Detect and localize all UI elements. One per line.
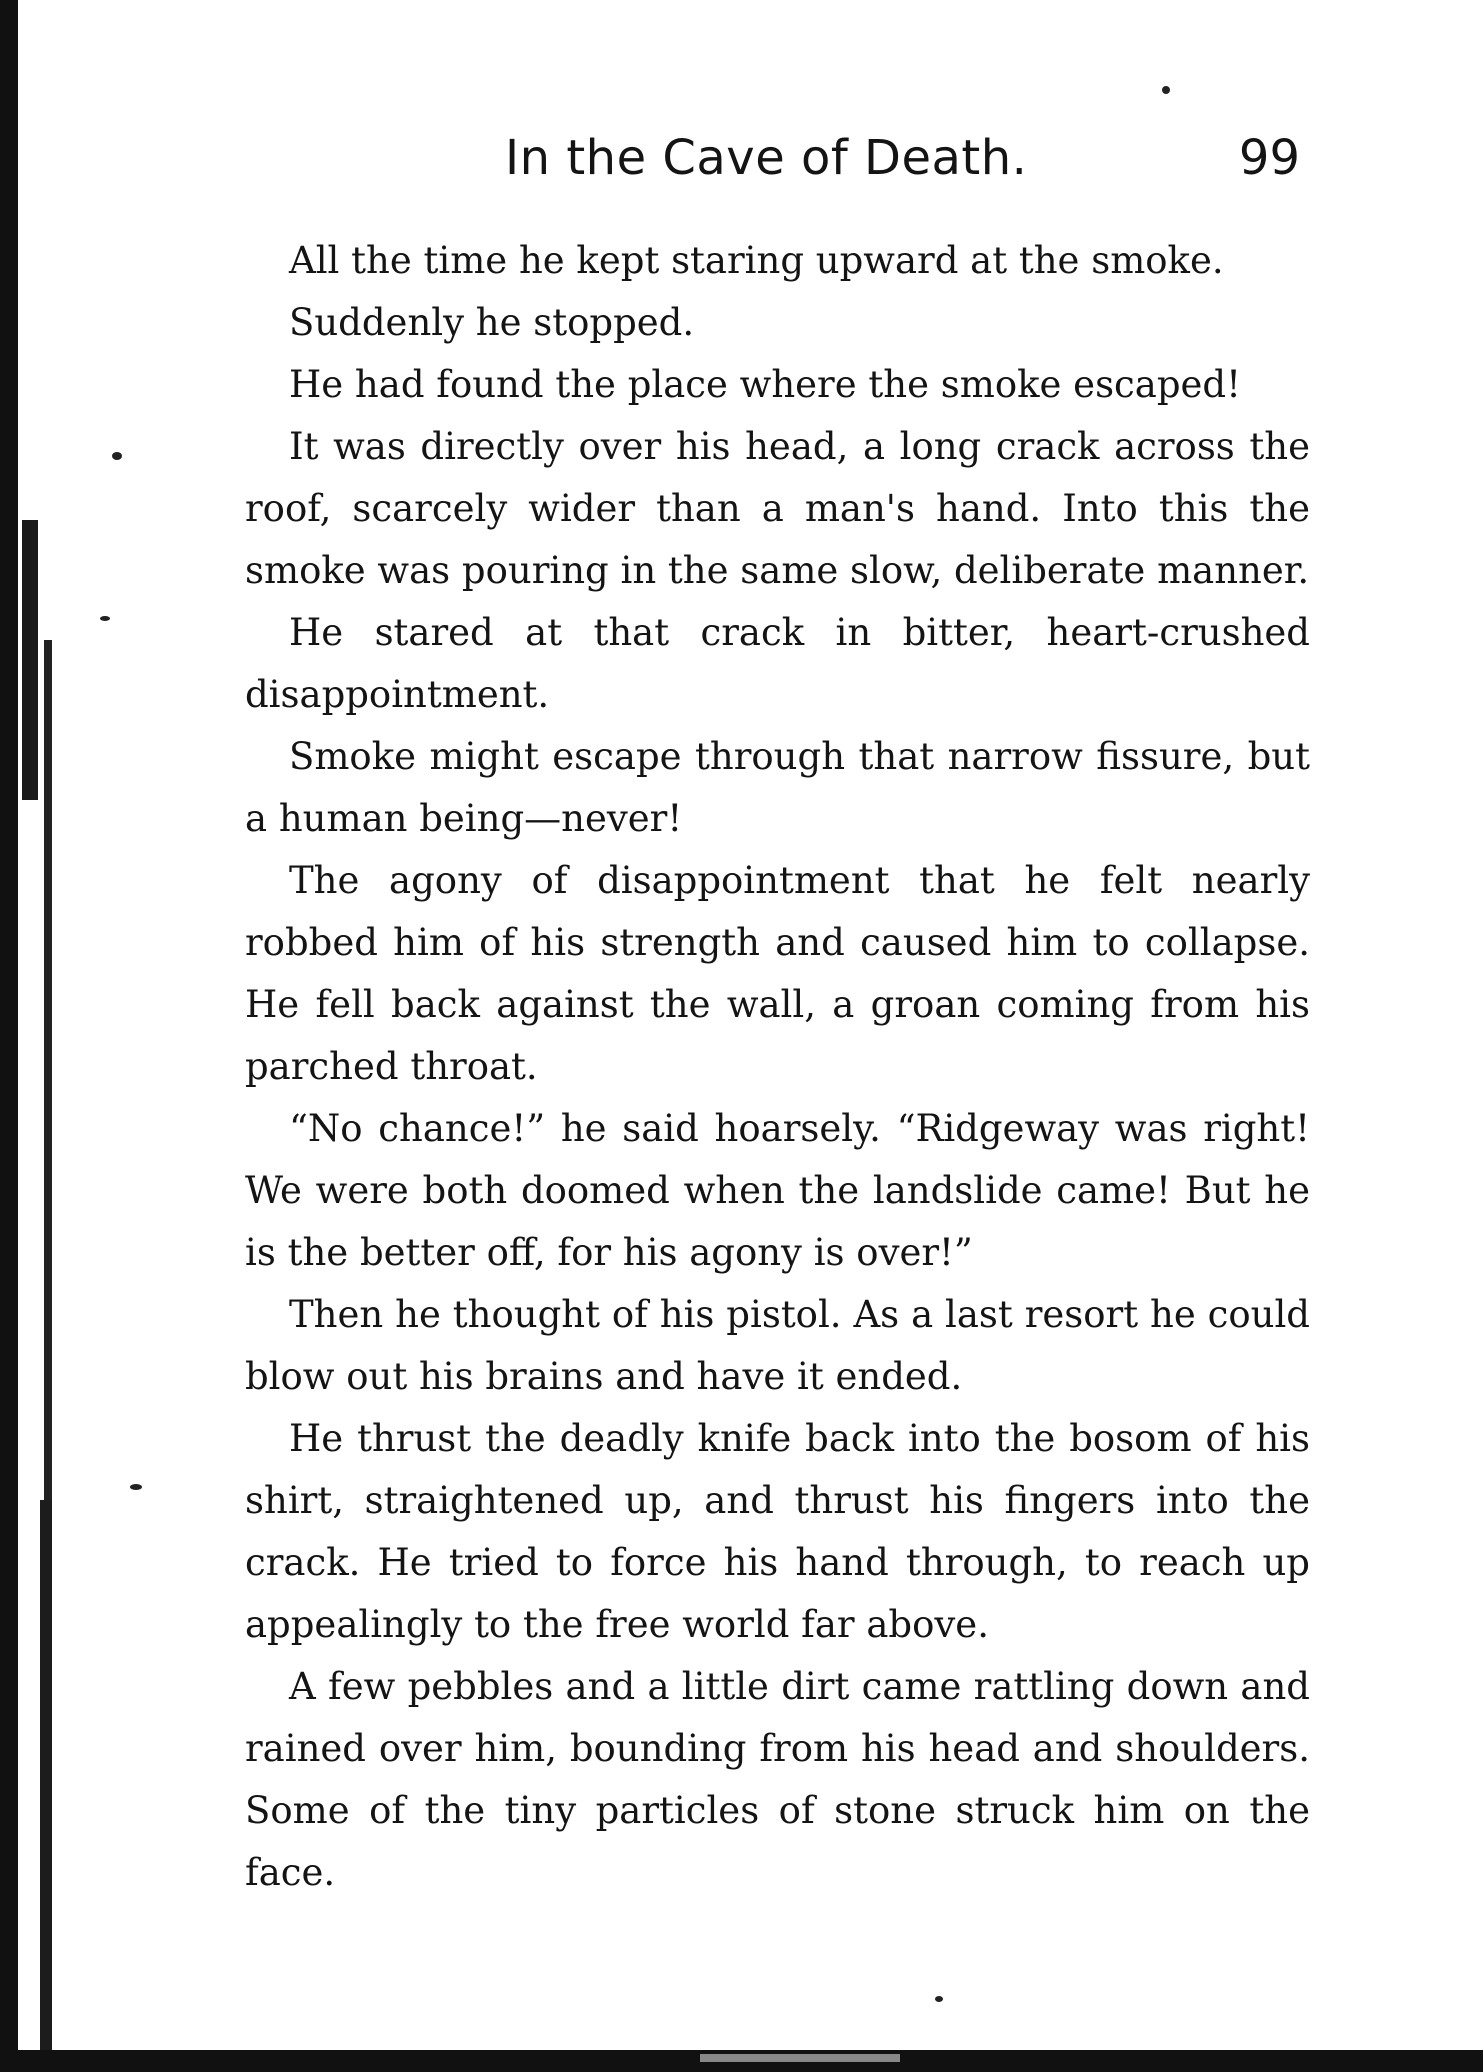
paragraph: “No chance!” he said hoarsely. “Ridgeway was right! We were both doomed when the landslide came! But he is the better off, for his agony is over!” [245, 1107, 1310, 1274]
paragraph: A few pebbles and a little dirt came rattling down and rained over him, bounding from his head and shoulders. Some of the tiny particles of stone struck him on the face. [245, 1665, 1310, 1894]
scan-bottom-highlight [700, 2054, 900, 2062]
scan-speck [100, 616, 110, 621]
page-header [250, 130, 1300, 210]
paragraph: All the time he kept staring upward at the smoke. [289, 239, 1224, 282]
page-number: 99 [1238, 130, 1300, 186]
scan-speck [130, 1484, 142, 1490]
paragraph: It was directly over his head, a long crack across the roof, scarcely wider than a man's hand. Into this the smoke was pouring in the same slow, deliberate manner. [245, 425, 1310, 592]
paragraph: He stared at that crack in bitter, heart-crushed disappointment. [245, 611, 1310, 716]
paragraph: He had found the place where the smoke escaped! [289, 363, 1241, 406]
paragraph: Suddenly he stopped. [289, 301, 695, 344]
scan-speck [112, 452, 122, 460]
scan-speck [1162, 86, 1170, 94]
scan-binding-edge [0, 0, 38, 2072]
running-title: In the Cave of Death. [505, 130, 1028, 186]
binding-shadow-lower [40, 1500, 52, 2060]
binding-shadow-main [0, 0, 18, 2072]
body-text [245, 230, 1310, 1904]
binding-shadow-mid [22, 520, 38, 800]
paragraph: The agony of disappointment that he felt nearly robbed him of his strength and caused him to collapse. He fell back against the wall, a groan coming from his parched throat. [245, 859, 1310, 1088]
scan-bottom-edge [0, 2050, 1483, 2072]
paragraph: He thrust the deadly knife back into the bosom of his shirt, straightened up, and thrust his fingers into the crack. He tried to force his hand through, to reach up appealingly to the free world far above. [245, 1417, 1310, 1646]
paragraph: Then he thought of his pistol. As a last resort he could blow out his brains and have it ended. [245, 1293, 1310, 1398]
paragraph: Smoke might escape through that narrow fissure, but a human being—never! [245, 735, 1310, 840]
scan-speck [935, 1996, 943, 2002]
